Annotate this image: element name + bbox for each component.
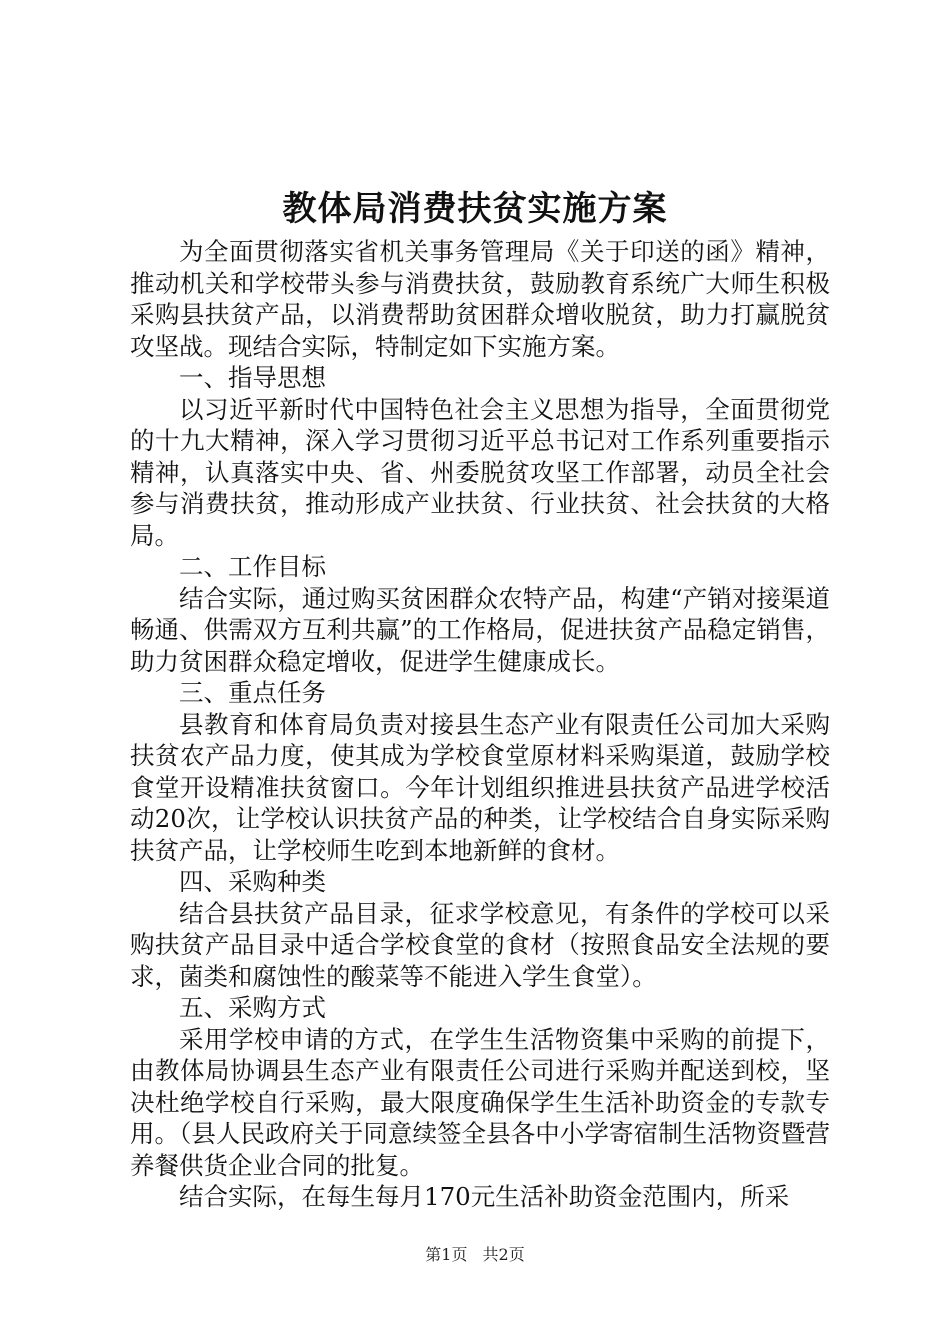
paragraph-continued: 结合实际，在每生每月170元生活补助资金范围内，所采: [179, 1182, 790, 1211]
paragraph-purchase-methods: 采用学校申请的方式，在学生生活物资集中采购的前提下，由教体局协调县生态产业有限责任公司进行采购并配送到校，坚决杜绝学校自行采购，最大限度确保学生生活补助资金的专款专用。（县人民政府关于同意续签全县各中小学寄宿制生活物资暨营养餐供货企业合同的批复。: [130, 1024, 830, 1180]
document-body: [130, 236, 830, 1213]
section-heading-key-tasks: 三、重点任务: [179, 678, 326, 707]
page-number: 第1页: [425, 1245, 468, 1264]
document-title: 教体局消费扶贫实施方案: [282, 189, 668, 229]
paragraph-guiding-ideology: 以习近平新时代中国特色社会主义思想为指导，全面贯彻党的十九大精神，深入学习贯彻习近平总书记对工作系列重要指示精神，认真落实中央、省、州委脱贫攻坚工作部署，动员全社会参与消费扶贫，推动形成产业扶贫、行业扶贫、社会扶贫的大格局。: [130, 394, 830, 550]
page-total: 共2页: [482, 1245, 525, 1264]
page-footer: [0, 1244, 950, 1266]
section-heading-guiding-ideology: 一、指导思想: [179, 363, 326, 392]
paragraph-key-tasks: 县教育和体育局负责对接县生态产业有限责任公司加大采购扶贫农产品力度，使其成为学校食堂原材料采购渠道，鼓励学校食堂开设精准扶贫窗口。今年计划组织推进县扶贫产品进学校活动20次，让学校认识扶贫产品的种类，让学校结合自身实际采购扶贫产品，让学校师生吃到本地新鲜的食材。: [130, 709, 830, 865]
paragraph-purchase-types: 结合县扶贫产品目录，征求学校意见，有条件的学校可以采购扶贫产品目录中适合学校食堂的食材（按照食品安全法规的要求，菌类和腐蚀性的酸菜等不能进入学生食堂）。: [130, 898, 830, 991]
section-heading-work-goals: 二、工作目标: [179, 552, 326, 581]
section-heading-purchase-methods: 五、采购方式: [179, 993, 326, 1022]
paragraph-work-goals: 结合实际，通过购买贫困群众农特产品，构建“产销对接渠道畅通、供需双方互利共赢”的工作格局，促进扶贫产品稳定销售，助力贫困群众稳定增收，促进学生健康成长。: [130, 583, 830, 676]
intro-paragraph: 为全面贯彻落实省机关事务管理局《关于印送的函》精神，推动机关和学校带头参与消费扶贫，鼓励教育系统广大师生积极采购县扶贫产品，以消费帮助贫困群众增收脱贫，助力打赢脱贫攻坚战。现结合实际，特制定如下实施方案。: [130, 237, 830, 361]
section-heading-purchase-types: 四、采购种类: [179, 867, 326, 896]
